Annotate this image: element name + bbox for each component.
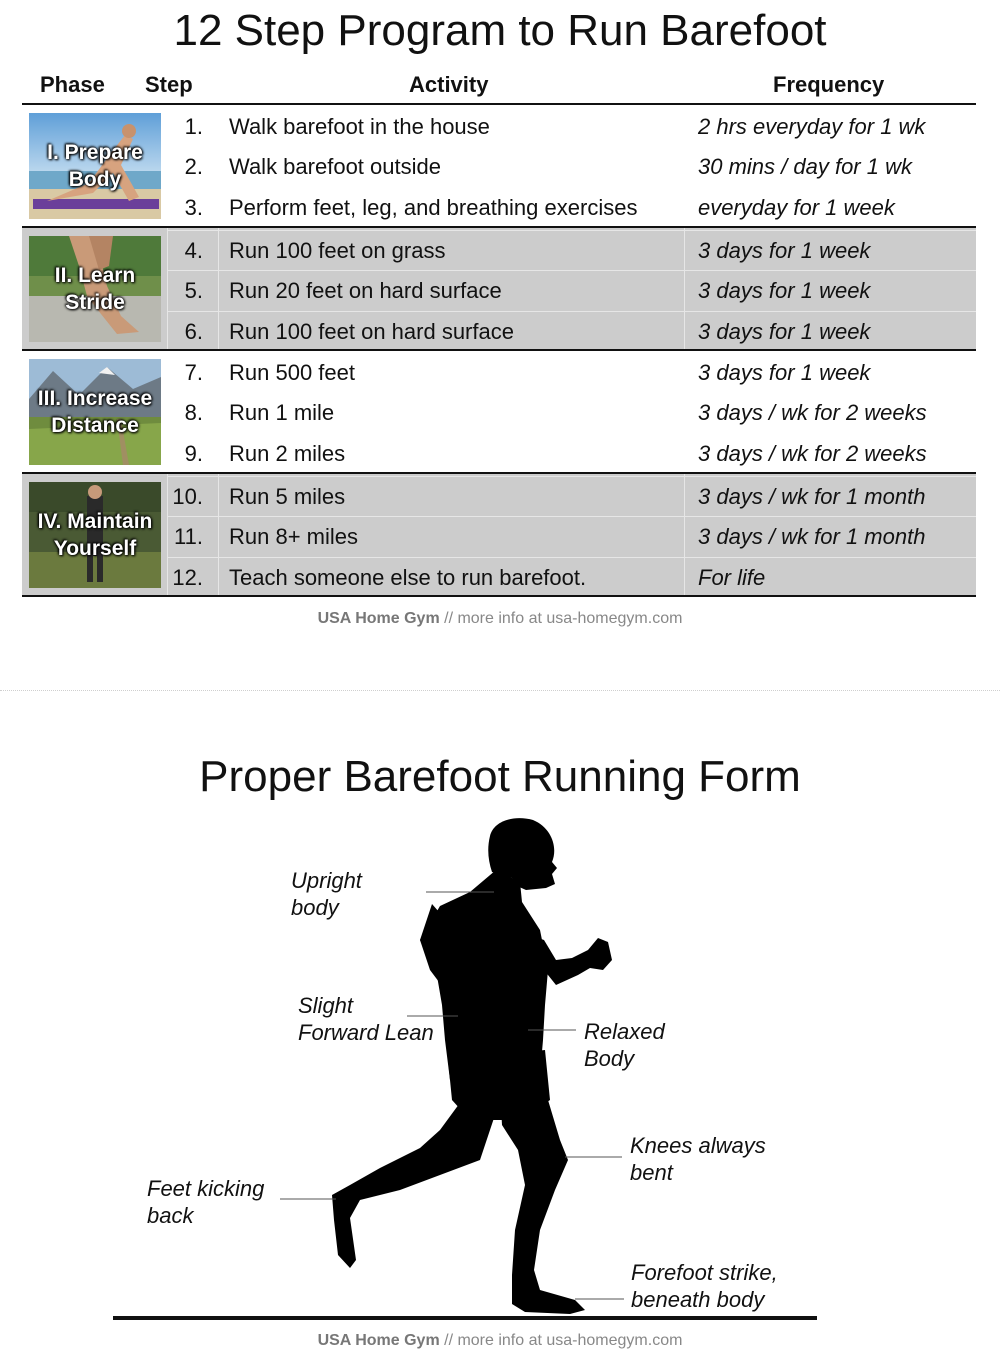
step-activity: Run 100 feet on hard surface bbox=[229, 319, 514, 344]
step-frequency: 3 days / wk for 1 month bbox=[698, 524, 926, 549]
step-number: 5. bbox=[184, 278, 203, 303]
step-number: 10. bbox=[172, 484, 203, 509]
step-frequency: 3 days / wk for 2 weeks bbox=[698, 441, 927, 466]
header-phase: Phase bbox=[40, 72, 105, 97]
label-line: Knees always bbox=[630, 1133, 766, 1158]
step-frequency: For life bbox=[698, 565, 766, 590]
phase-1-label: I. Prepare Body bbox=[47, 141, 143, 191]
form-title: Proper Barefoot Running Form bbox=[199, 752, 801, 801]
step-activity: Run 5 miles bbox=[229, 484, 346, 509]
step-activity: Run 500 feet bbox=[229, 360, 355, 385]
step-activity: Perform feet, leg, and breathing exercises bbox=[229, 195, 638, 220]
step-frequency: 30 mins / day for 1 wk bbox=[698, 154, 912, 179]
label-line: bent bbox=[630, 1160, 673, 1185]
label-line: Upright bbox=[291, 868, 362, 893]
step-frequency: 3 days for 1 week bbox=[698, 238, 871, 263]
step-number: 3. bbox=[184, 195, 203, 220]
ground-line bbox=[113, 1316, 817, 1320]
footer-brand: USA Home Gym bbox=[317, 1332, 440, 1349]
step-frequency: everyday for 1 week bbox=[698, 195, 895, 220]
step-frequency: 2 hrs everyday for 1 wk bbox=[698, 114, 926, 139]
footer-separator: // bbox=[439, 1332, 458, 1349]
step-activity: Run 2 miles bbox=[229, 441, 346, 466]
step-number: 9. bbox=[184, 441, 203, 466]
label-line: Forefoot strike, bbox=[631, 1260, 778, 1285]
footer-brand: USA Home Gym bbox=[317, 610, 440, 627]
step-number: 2. bbox=[184, 154, 203, 179]
runner-figure bbox=[332, 818, 612, 1314]
label-line: Slight bbox=[298, 993, 354, 1018]
step-number: 1. bbox=[184, 114, 203, 139]
step-activity: Walk barefoot outside bbox=[229, 154, 441, 179]
header-activity: Activity bbox=[409, 72, 489, 97]
phase-3-label: III. Increase Distance bbox=[37, 387, 153, 437]
step-number: 12. bbox=[172, 565, 203, 590]
label-upright-body bbox=[291, 867, 362, 921]
step-frequency: 3 days for 1 week bbox=[698, 278, 871, 303]
step-number: 11. bbox=[174, 524, 203, 549]
phase-2-label: II. Learn Stride bbox=[54, 264, 136, 314]
label-line: Feet kicking bbox=[147, 1176, 265, 1201]
footer-info[interactable]: more info at usa-homegym.com bbox=[457, 1332, 683, 1349]
step-activity: Run 1 mile bbox=[229, 400, 335, 425]
label-line: beneath body bbox=[631, 1287, 765, 1312]
step-frequency: 3 days for 1 week bbox=[698, 360, 871, 385]
label-forward-lean bbox=[298, 992, 434, 1046]
footer-separator: // bbox=[439, 610, 458, 627]
footer-credit-bottom bbox=[0, 1332, 1000, 1350]
label-line: body bbox=[291, 895, 339, 920]
header-step: Step bbox=[145, 72, 193, 97]
step-activity: Teach someone else to run barefoot. bbox=[229, 565, 587, 590]
page-title: 12 Step Program to Run Barefoot bbox=[173, 6, 827, 55]
step-activity: Walk barefoot in the house bbox=[229, 114, 490, 139]
step-number: 7. bbox=[184, 360, 203, 385]
step-activity: Run 100 feet on grass bbox=[229, 238, 446, 263]
label-line: Relaxed bbox=[584, 1019, 665, 1044]
step-frequency: 3 days / wk for 2 weeks bbox=[698, 400, 927, 425]
phase-4-label: IV. Maintain Yourself bbox=[37, 510, 153, 560]
step-frequency: 3 days for 1 week bbox=[698, 319, 871, 344]
footer-info[interactable]: more info at usa-homegym.com bbox=[457, 610, 683, 627]
label-knees-bent bbox=[630, 1132, 766, 1186]
step-activity: Run 20 feet on hard surface bbox=[229, 278, 502, 303]
label-feet-kicking bbox=[147, 1175, 264, 1229]
label-line: back bbox=[147, 1203, 194, 1228]
label-line: Body bbox=[584, 1046, 635, 1071]
header-frequency: Frequency bbox=[773, 72, 885, 97]
label-line: Forward Lean bbox=[298, 1020, 434, 1045]
step-frequency: 3 days / wk for 1 month bbox=[698, 484, 926, 509]
label-forefoot-strike bbox=[631, 1259, 778, 1313]
step-number: 6. bbox=[184, 319, 203, 344]
step-activity: Run 8+ miles bbox=[229, 524, 359, 549]
label-relaxed-body bbox=[584, 1018, 665, 1072]
step-number: 4. bbox=[184, 238, 203, 263]
step-number: 8. bbox=[184, 400, 203, 425]
